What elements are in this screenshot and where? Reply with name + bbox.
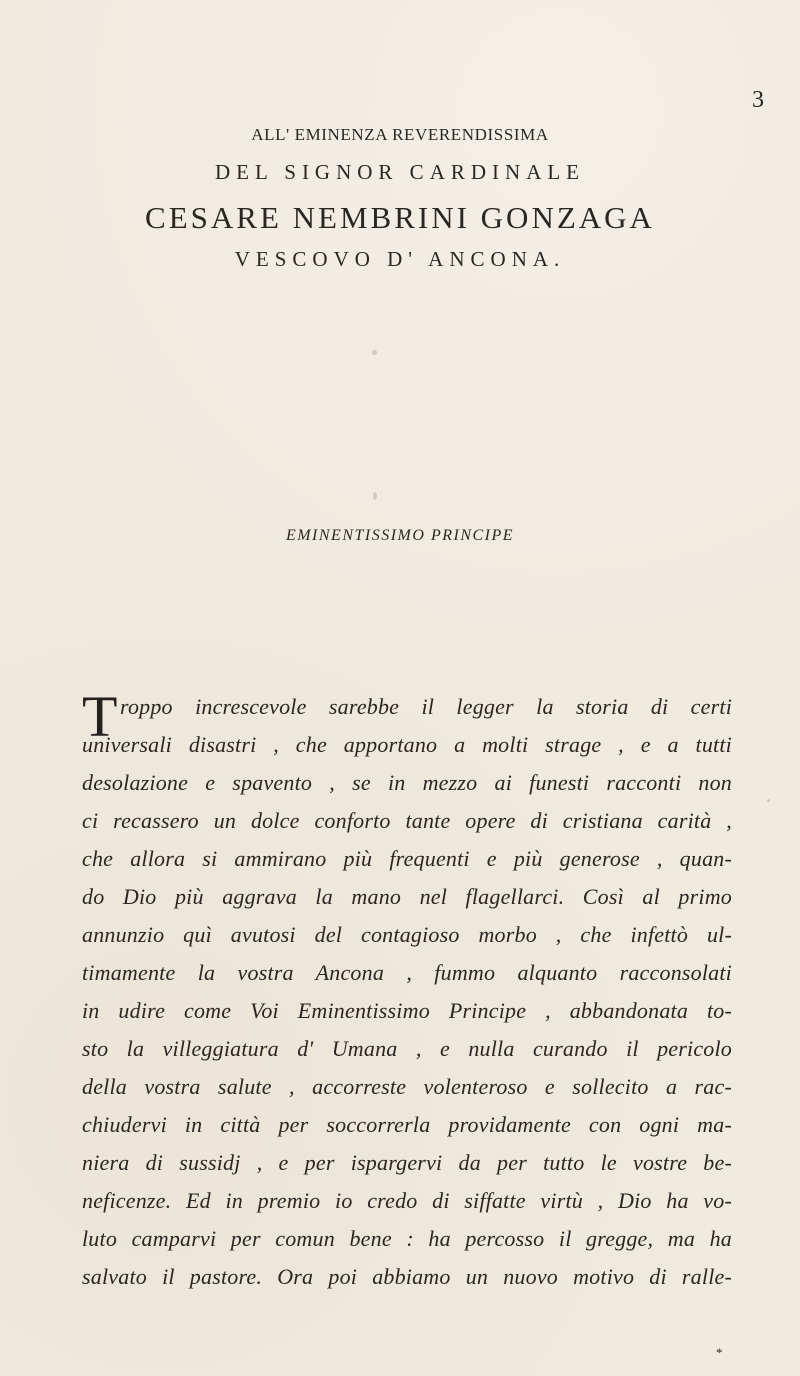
dedication-heading-line-1: ALL' EMINENZA REVERENDISSIMA — [251, 125, 549, 144]
salutation: EMINENTISSIMO PRINCIPE — [285, 527, 515, 544]
body-line: chiudervi in città per soccorrerla providamente con ogni ma- — [82, 1112, 732, 1137]
body-line: neficenze. Ed in premio io credo di siffatte virtù , Dio ha vo- — [82, 1188, 732, 1213]
body-line: in udire come Voi Eminentissimo Principe , abbandonata to- — [82, 998, 732, 1023]
body-line: della vostra salute , accorreste volenteroso e sollecito a rac- — [82, 1074, 732, 1099]
body-line: niera di sussidj , e per ispargervi da per tutto le vostre be- — [82, 1150, 732, 1175]
body-line: sto la villeggiatura d' Umana , e nulla curando il pericolo — [82, 1036, 732, 1061]
paper-speck — [372, 350, 377, 355]
body-line: annunzio quì avutosi del contagioso morbo , che infettò ul- — [82, 922, 732, 947]
body-line: do Dio più aggrava la mano nel flagellarci. Così al primo — [82, 884, 732, 909]
body-line: ci recassero un dolce conforto tante opere di cristiana carità , — [82, 808, 732, 833]
body-line: universali disastri , che apportano a molti strage , e a tutti — [82, 732, 732, 757]
body-line: salvato il pastore. Ora poi abbiamo un nuovo motivo di ralle- — [82, 1264, 732, 1289]
body-line: che allora si ammirano più frequenti e più generose , quan- — [82, 846, 732, 871]
drop-cap: T — [82, 684, 118, 749]
catchword-mark: * — [716, 1345, 723, 1360]
paper-speck — [767, 799, 770, 802]
dedication-heading-line-4: VESCOVO D' ANCONA. — [234, 247, 566, 271]
body-line: luto camparvi per comun bene : ha percosso il gregge, ma ha — [82, 1226, 732, 1251]
body-text — [82, 684, 732, 1340]
paper-speck — [373, 492, 377, 500]
body-line: timamente la vostra Ancona , fummo alquanto racconsolati — [82, 960, 732, 985]
page-number: 3 — [752, 87, 764, 113]
body-line: desolazione e spavento , se in mezzo ai funesti racconti non — [82, 770, 732, 795]
dedication-heading-line-3: CESARE NEMBRINI GONZAGA — [145, 200, 655, 235]
dedication-heading-line-2: DEL SIGNOR CARDINALE — [214, 160, 586, 184]
body-line: roppo increscevole sarebbe il legger la storia di certi — [120, 694, 732, 719]
